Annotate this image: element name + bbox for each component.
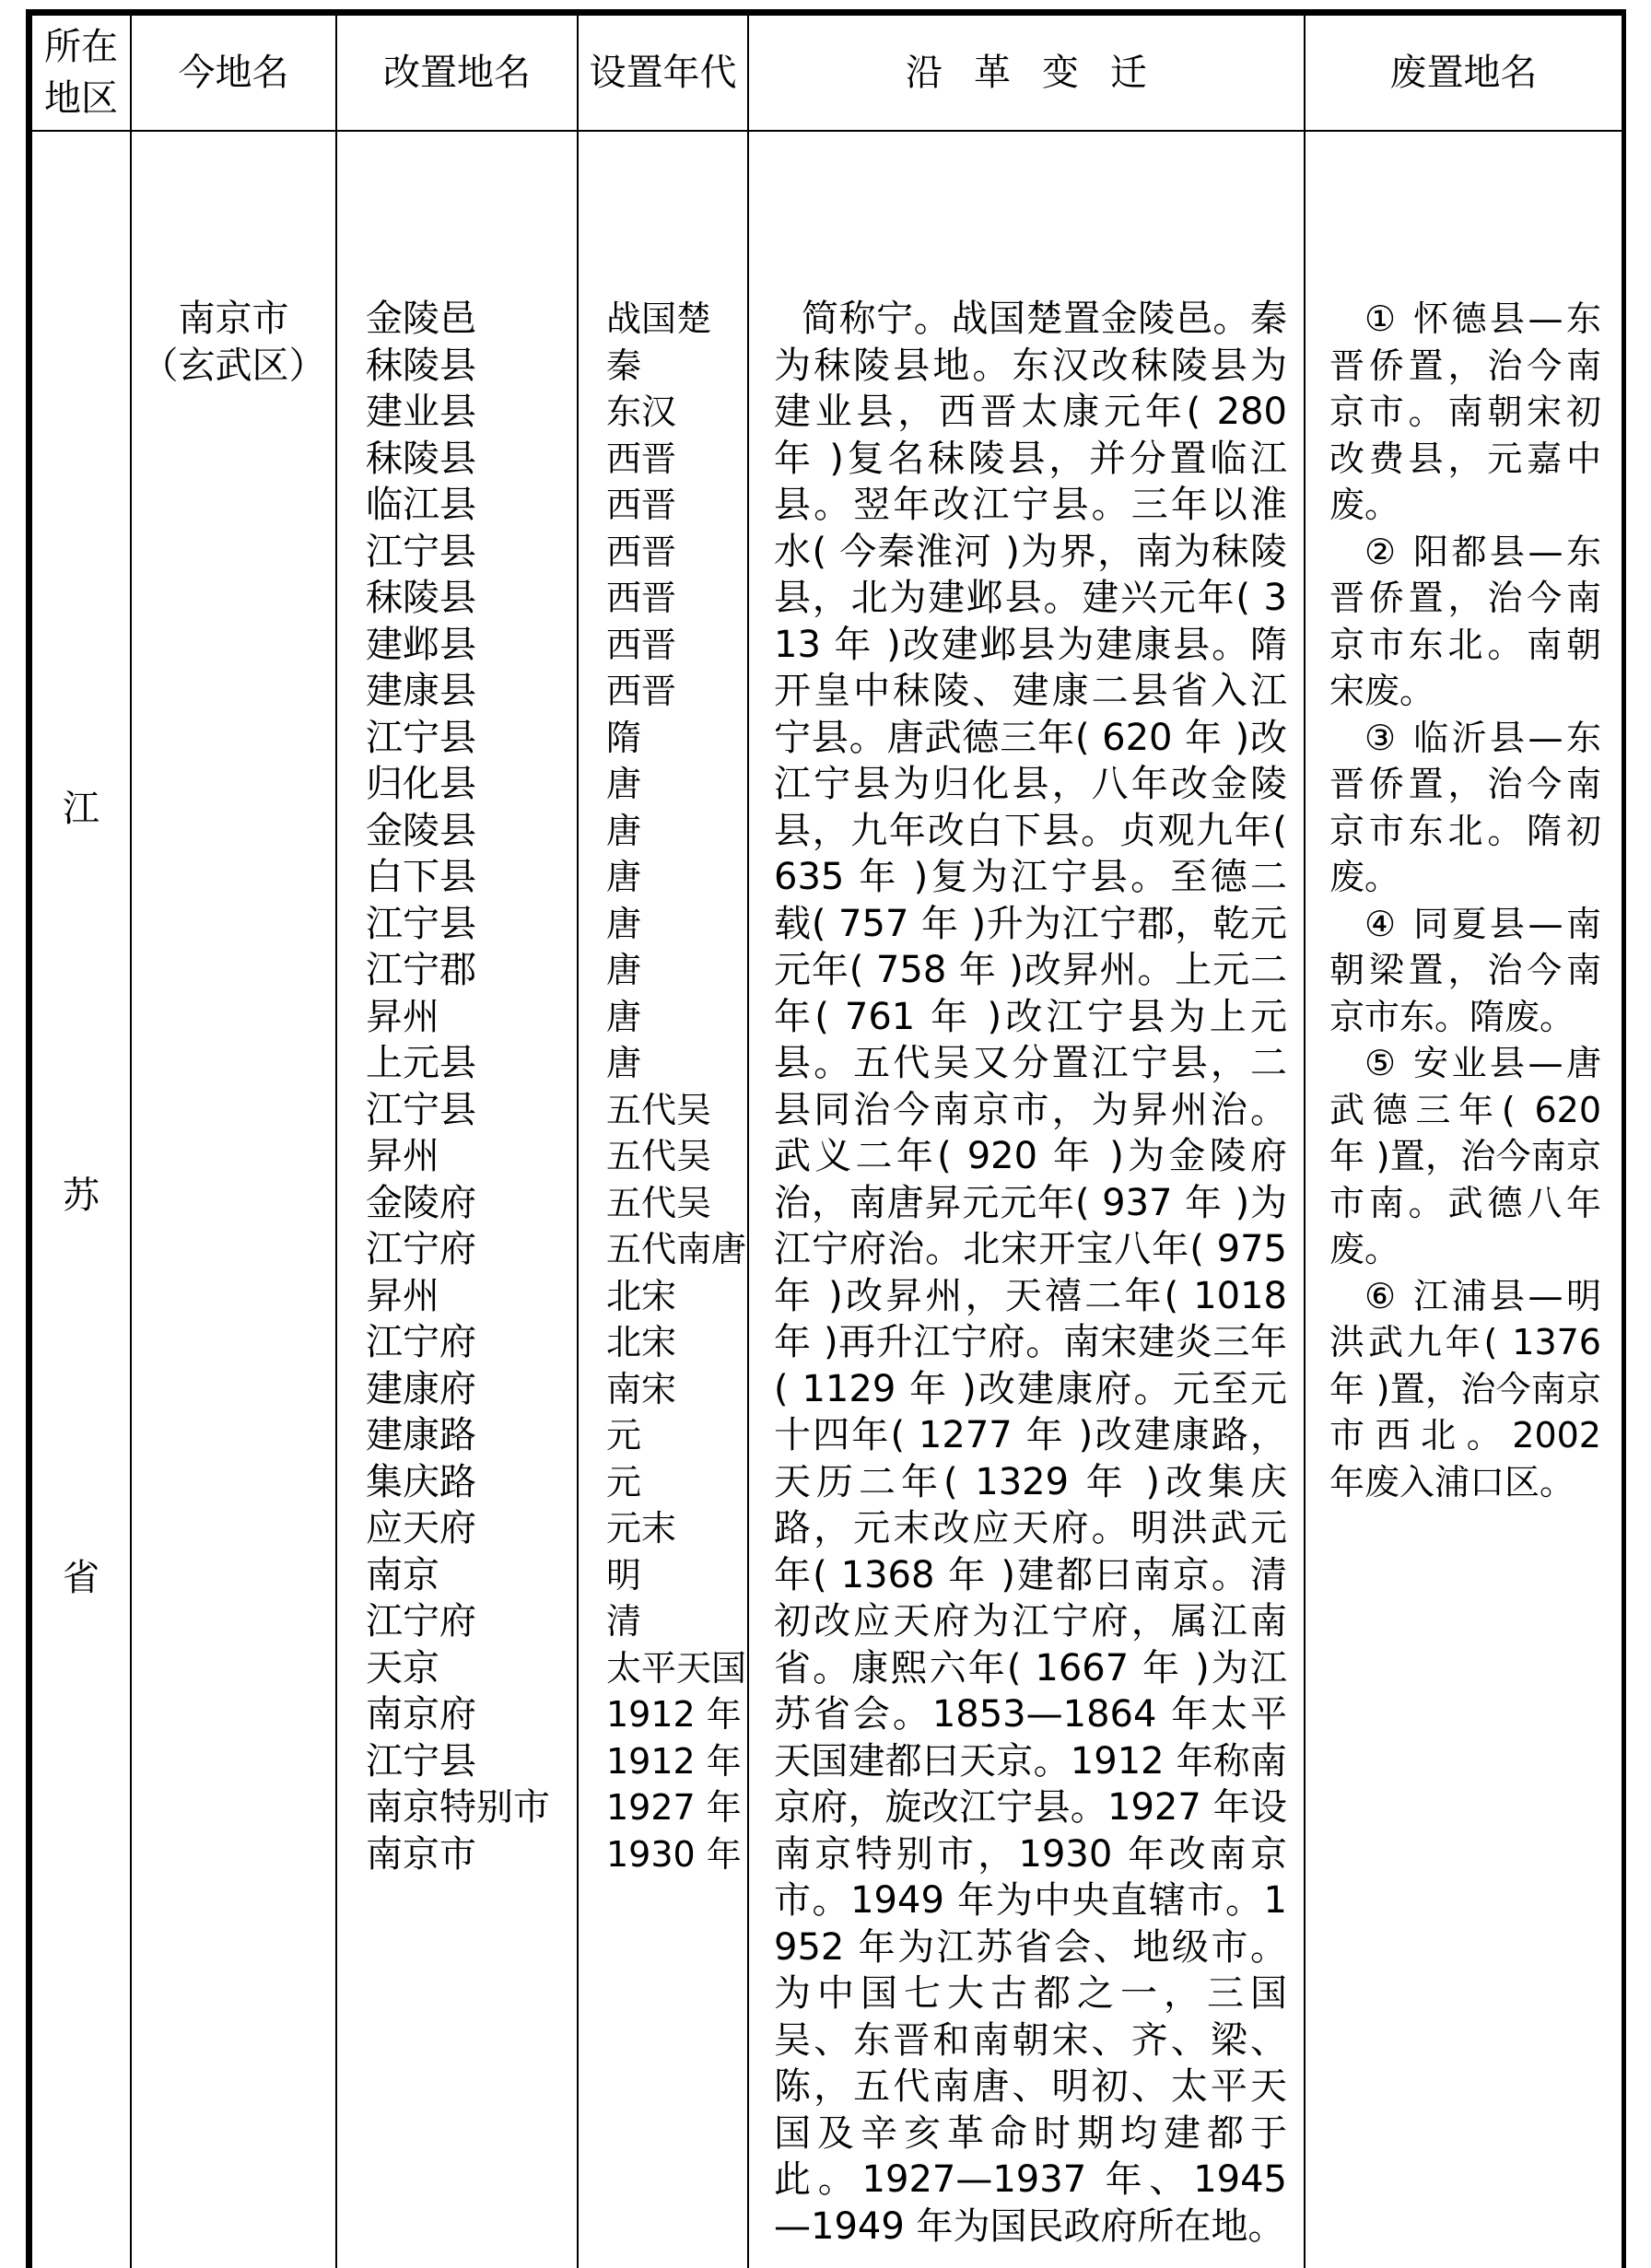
header-era: [579, 16, 749, 132]
era-value: 西晋: [606, 531, 677, 572]
abolished-place-note: ⑥ 江浦县—明洪武九年( 1376 年 )置，治今南京市西北。2002 年废入浦口区。: [1329, 1275, 1601, 1502]
header-abolished-label: 废置地名: [1389, 52, 1538, 94]
era-value: 五代吴: [606, 1182, 712, 1223]
era-value: 北宋: [606, 1322, 677, 1362]
abolished-place-note: ③ 临沂县—东晋侨置，治今南京市东北。隋初废。: [1329, 717, 1601, 897]
renamed-place-name: 江宁府: [366, 1228, 476, 1270]
era-value: 东汉: [606, 392, 677, 432]
era-value: 五代吴: [606, 1136, 712, 1176]
cell-renamed-names: [337, 132, 579, 2268]
region-char: 苏: [63, 1175, 100, 1217]
header-current-name-label: 今地名: [178, 52, 289, 94]
era-value: 秦: [606, 345, 642, 386]
current-name: 南京市: [178, 298, 289, 340]
renamed-place-name: 江宁县: [366, 530, 476, 573]
renamed-place-name: 归化县: [366, 763, 476, 805]
renamed-place-name: 江宁郡: [366, 949, 476, 991]
era-value: 西晋: [606, 578, 677, 618]
current-name-district: （玄武区）: [141, 344, 326, 387]
era-value: 唐: [606, 903, 642, 944]
region-char: 省: [63, 1557, 100, 1599]
renamed-place-name: 金陵府: [366, 1181, 476, 1224]
era-value: 唐: [606, 950, 642, 990]
region-char: 江: [63, 788, 100, 830]
era-value: 唐: [606, 1043, 642, 1083]
renamed-place-name: 江宁县: [366, 716, 476, 759]
era-value: 明: [606, 1554, 642, 1596]
header-current-name: [132, 16, 337, 132]
renamed-place-name: 江宁县: [366, 1739, 476, 1783]
renamed-place-name: 江宁府: [366, 1600, 476, 1643]
era-value: 五代南唐: [606, 1229, 747, 1269]
renamed-place-name: 秣陵县: [366, 344, 476, 387]
cell-evolution: [749, 132, 1306, 2268]
era-value: 元: [606, 1461, 642, 1502]
era-value: 西晋: [606, 438, 677, 479]
renamed-place-name: 建邺县: [366, 623, 476, 666]
renamed-place-name: 天京: [366, 1646, 439, 1689]
header-abolished: [1306, 16, 1622, 132]
renamed-place-name: 南京特别市: [366, 1786, 550, 1829]
renamed-place-name: 应天府: [366, 1507, 476, 1549]
era-value: 唐: [606, 764, 642, 804]
renamed-place-name: 集庆路: [366, 1460, 476, 1503]
renamed-place-name: 昇州: [366, 1135, 439, 1177]
renamed-place-name: 临江县: [366, 484, 476, 526]
era-value: 北宋: [606, 1275, 677, 1316]
era-value: 1930 年: [606, 1833, 742, 1875]
abolished-place-note: ② 阳都县—东晋侨置，治今南京市东北。南朝宋废。: [1329, 531, 1601, 711]
renamed-place-name: 秣陵县: [366, 437, 476, 480]
era-value: 西晋: [606, 671, 677, 711]
renamed-place-name: 建康府: [366, 1367, 476, 1410]
renamed-place-name: 江宁县: [366, 1088, 476, 1131]
renamed-place-name: 南京市: [366, 1832, 476, 1876]
renamed-place-name: 江宁府: [366, 1321, 476, 1363]
header-evolution: [749, 16, 1306, 132]
era-value: 五代吴: [606, 1089, 712, 1130]
cell-region: [32, 132, 132, 2268]
abolished-place-note: ⑤ 安业县—唐武德三年( 620 年 )置，治今南京市南。武德八年废。: [1329, 1043, 1601, 1269]
era-value: 1912 年: [606, 1740, 742, 1782]
cell-abolished-names: [1306, 132, 1622, 2268]
renamed-place-name: 南京: [366, 1553, 439, 1596]
era-value: 南宋: [606, 1368, 677, 1409]
renamed-place-name: 建康县: [366, 670, 476, 712]
era-value: 唐: [606, 996, 642, 1037]
era-value: 1912 年: [606, 1694, 742, 1735]
header-region: [32, 16, 132, 132]
renamed-place-name: 上元县: [366, 1042, 476, 1084]
abolished-place-note: ④ 同夏县—南朝梁置，治今南京市东。隋废。: [1329, 903, 1601, 1037]
era-value: 清: [606, 1601, 642, 1642]
era-value: 西晋: [606, 624, 677, 665]
abolished-place-note: ① 怀德县—东晋侨置，治今南京市。南朝宋初改费县，元嘉中废。: [1329, 298, 1601, 525]
cell-current-name: [132, 132, 337, 2268]
header-era-label: 设置年代: [589, 52, 737, 94]
era-value: 元末: [606, 1508, 677, 1549]
era-value: 隋: [606, 717, 642, 758]
header-renamed-name-label: 改置地名: [383, 52, 531, 94]
renamed-place-name: 秣陵县: [366, 577, 476, 619]
place-name-history-table: [26, 9, 1626, 2268]
header-renamed-name: [337, 16, 579, 132]
renamed-place-name: 白下县: [366, 856, 476, 898]
era-value: 唐: [606, 857, 642, 897]
renamed-place-name: 江宁县: [366, 902, 476, 945]
renamed-place-name: 昇州: [366, 1274, 439, 1317]
header-evolution-label: 沿革变迁: [906, 52, 1178, 94]
era-value: 太平天国: [606, 1647, 747, 1689]
era-value: 唐: [606, 810, 642, 851]
renamed-place-name: 金陵邑: [366, 298, 476, 340]
renamed-place-name: 昇州: [366, 995, 439, 1038]
era-value: 1927 年: [606, 1787, 742, 1828]
renamed-place-name: 南京府: [366, 1693, 476, 1736]
era-value: 西晋: [606, 485, 677, 525]
header-region-label: 所在地区: [44, 26, 118, 120]
renamed-place-name: 金陵县: [366, 809, 476, 852]
renamed-place-name: 建业县: [366, 391, 476, 433]
evolution-text: 简称宁。战国楚置金陵邑。秦为秣陵县地。东汉改秣陵县为建业县，西晋太康元年( 280 年 )复名秣陵县，并分置临江县。翌年改江宁县。三年以淮水( 今秦淮河 )为界，南为秣陵县，北为建邺县。建兴元年( 313 年 )改建邺县为建康县。隋开皇中秣陵、建康二县省入江宁县。唐武德三年( 620 年 )改江宁县为归化县，八年改金陵县，九年改白下县。贞观九年( 635 年 )复为江宁县。至德二载( 757 年 )升为江宁郡，乾元元年( 758 年 )改昇州。上元二年( 761 年 )改江宁县为上元县。五代吴又分置江宁县，二县同治今南京市，为昇州治。武义二年( 920 年 )为金陵府治，南唐昇元元年( 937 年 )为江宁府治。北宋开宝八年( 975 年 )改昇州，天禧二年( 1018 年 )再升江宁府。南宋建炎三年( 1129 年 )改建康府。元至元十四年( 1277 年 )改建康路，天历二年( 1329 年 )改集庆路，元末改应天府。明洪武元年( 1368 年 )建都曰南京。清初改应天府为江宁府，属江南省。康熙六年( 1667 年 )为江苏省会。1853—1864 年太平天国建都曰天京。1912 年称南京府，旋改江宁县。1927 年设南京特别市，1930 年改南京市。1949 年为中央直辖市。1952 年为江苏省会、地级市。为中国七大古都之一，三国吴、东晋和南朝宋、齐、梁、陈，五代南唐、明初、太平天国及辛亥革命时期均建都于此。1927—1937 年、1945—1949 年为国民政府所在地。: [774, 298, 1287, 2248]
era-value: 战国楚: [606, 298, 712, 339]
renamed-place-name: 建康路: [366, 1414, 476, 1456]
cell-eras: [579, 132, 749, 2268]
era-value: 元: [606, 1415, 642, 1455]
